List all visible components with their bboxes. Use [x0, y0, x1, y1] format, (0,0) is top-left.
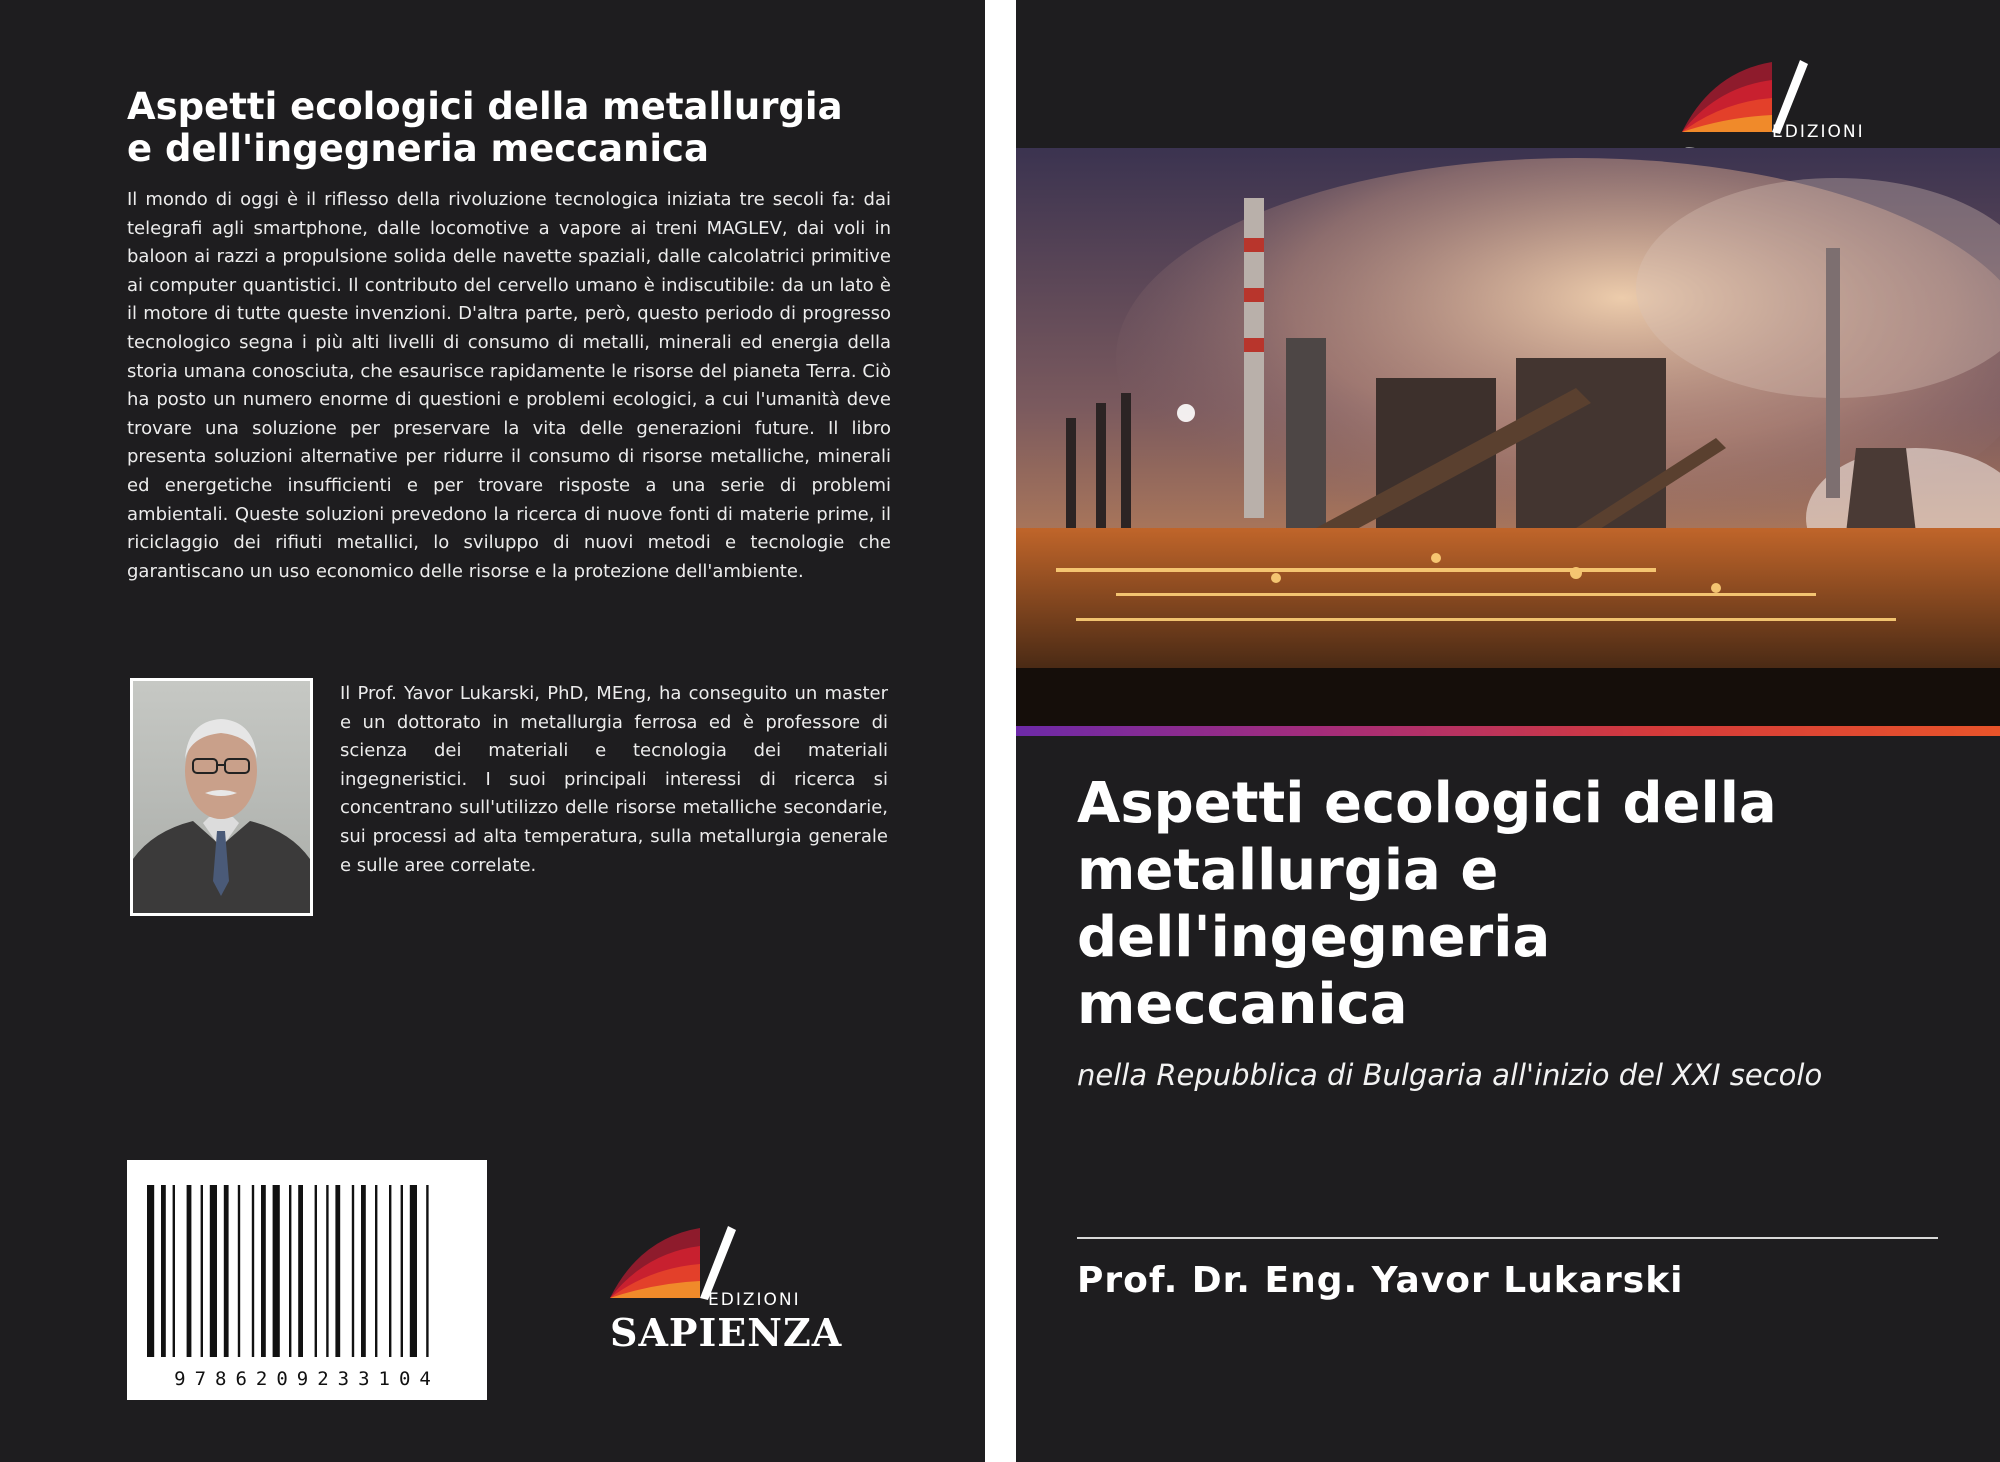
back-title-line: Aspetti ecologici della metallurgia	[127, 85, 843, 128]
barcode-bar	[224, 1185, 229, 1357]
front-title-line: Aspetti ecologici della	[1077, 771, 1777, 836]
barcode-bar	[238, 1185, 240, 1357]
barcode-bar	[361, 1185, 366, 1357]
barcode-bar	[375, 1185, 377, 1357]
barcode-bar	[289, 1185, 291, 1357]
author-bio: Il Prof. Yavor Lukarski, PhD, MEng, ha conseguito un master e un dottorato in metallurgia ferrosa ed è professore di scienza dei materiali e tecnologia dei materiali ingegneristici. I suoi principali interessi di ricerca si concentrano sull'utilizzo delle risorse metalliche secondarie, sui processi ad alta temperatura, sulla metallurgia generale e sulle aree correlate.	[340, 683, 888, 876]
front-cover-author: Prof. Dr. Eng. Yavor Lukarski	[1077, 1260, 1684, 1301]
barcode-bar	[161, 1185, 166, 1357]
barcode-bar	[326, 1185, 328, 1357]
publisher-logo-back	[600, 1218, 843, 1355]
barcode-bar	[210, 1185, 217, 1357]
barcode-bars	[147, 1185, 467, 1357]
front-cover-subtitle: nella Repubblica di Bulgaria all'inizio del XXI secolo	[1077, 1058, 1823, 1092]
barcode-bar	[426, 1185, 428, 1357]
front-title-line: meccanica	[1077, 972, 1408, 1037]
barcode-bar	[261, 1185, 266, 1357]
isbn-digits: 9786209233104	[174, 1368, 440, 1390]
publisher-edizioni: EDIZIONI	[708, 1290, 801, 1310]
barcode-bar	[201, 1185, 203, 1357]
barcode-bar	[352, 1185, 354, 1357]
divider	[1077, 1237, 1938, 1239]
author-photo	[130, 678, 313, 916]
barcode-bar	[315, 1185, 317, 1357]
barcode-bar	[389, 1185, 391, 1357]
barcode-bar	[410, 1185, 417, 1357]
back-title-line: e dell'ingegneria meccanica	[127, 127, 709, 170]
barcode-bar	[298, 1185, 303, 1357]
publisher-edizioni: EDIZIONI	[1772, 122, 1865, 142]
isbn-barcode	[127, 1160, 487, 1400]
barcode-bar	[187, 1185, 192, 1357]
barcode-bar	[173, 1185, 175, 1357]
front-title-line: dell'ingegneria	[1077, 905, 1551, 970]
barcode-bar	[335, 1185, 340, 1357]
publisher-name: SAPIENZA	[610, 1310, 843, 1355]
author-portrait-illustration	[133, 681, 310, 913]
front-cover-title	[1077, 770, 1957, 1038]
barcode-bar	[147, 1185, 154, 1357]
front-title-line: metallurgia e	[1077, 838, 1499, 903]
barcode-bar	[401, 1185, 403, 1357]
back-cover-title	[127, 86, 897, 170]
barcode-bar	[252, 1185, 254, 1357]
factory-night-illustration	[1016, 148, 2000, 726]
accent-stripe	[1016, 726, 2000, 736]
barcode-bar	[273, 1185, 280, 1357]
back-cover-description: Il mondo di oggi è il riflesso della rivoluzione tecnologica iniziata tre secoli fa: dai telegrafi agli smartphone, dalle locomotive a vapore ai treni MAGLEV, dai voli in baloon ai razzi a propulsione solida delle navette spaziali, dalle calcolatrici primitive ai computer quantistici. Il contributo del cervello umano è indiscutibile: da un lato è il motore di tutte queste invenzioni. D'altra parte, però, questo periodo di progresso tecnologico segna i più alti livelli di consumo di metalli, minerali ed energia della storia umana conosciuta, che esaurisce rapidamente le risorse del pianeta Terra. Ciò ha posto un numero enorme di questioni e problemi ecologici, a cui l'umanità deve trovare una soluzione per preservare la vita delle generazioni future. Il libro presenta soluzioni alternative per ridurre il consumo di risorse metalliche, minerali ed energetiche insufficienti e per trovare risposte a una serie di problemi ambientali. Queste soluzioni prevedono la ricerca di nuove fonti di materie prime, il riciclaggio dei rifiuti metallici, lo sviluppo di nuovi metodi e tecnologie che garantiscano un uso economico delle risorse e la protezione dell'ambiente.	[127, 189, 891, 582]
industrial-plant-photo	[1016, 148, 2000, 726]
